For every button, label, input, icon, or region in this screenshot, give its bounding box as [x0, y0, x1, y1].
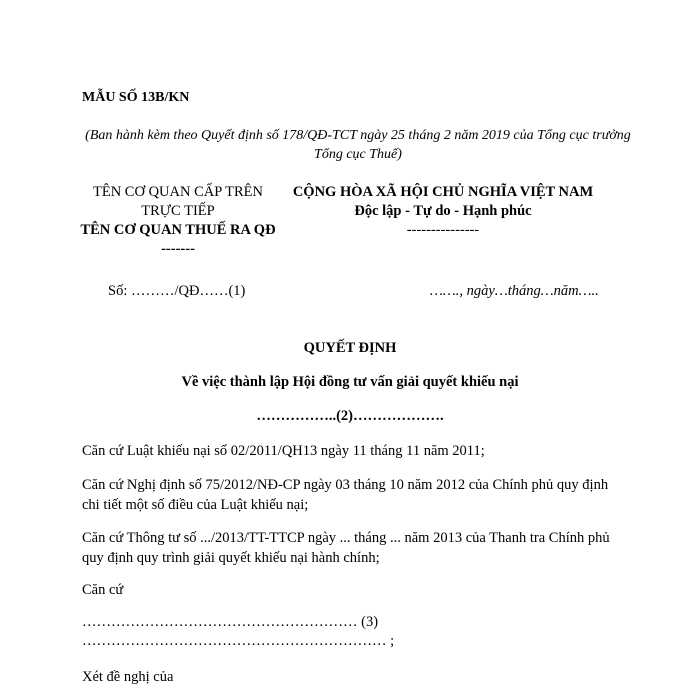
- document-title: QUYẾT ĐỊNH: [303, 340, 397, 356]
- date-line: ……., ngày…tháng…năm…..: [430, 283, 599, 299]
- paragraph-legal-basis-4: Căn cứ: [82, 582, 124, 598]
- paragraph-legal-basis-2: Căn cứ Nghị định số 75/2012/NĐ-CP ngày 03 tháng 10 năm 2012 của Chính phủ quy định chi tiết một số điều của Luật khiếu nại;: [82, 477, 609, 513]
- placeholder-2: ……………..(2)……………….: [256, 408, 444, 424]
- superior-agency: TÊN CƠ QUAN CẤP TRÊN TRỰC TIẾP: [93, 184, 263, 219]
- header-right: [278, 183, 608, 240]
- header-right-rule: ---------------: [406, 222, 480, 238]
- decision-number-line: Số: ………/QĐ……(1): [108, 283, 246, 299]
- national-motto: Độc lập - Tự do - Hạnh phúc: [354, 203, 532, 219]
- paragraph-legal-basis-3: Căn cứ Thông tư số .../2013/TT-TTCP ngày ... tháng ... năm 2013 của Thanh tra Chính phủ quy định quy trình giải quyết khiếu nại hành chính;: [82, 530, 610, 566]
- header-left-rule: -------: [161, 241, 195, 257]
- header-left: [78, 183, 278, 259]
- document-subtitle: Về việc thành lập Hội đồng tư vấn giải quyết khiếu nại: [181, 374, 519, 390]
- paragraph-legal-basis-1: Căn cứ Luật khiếu nại số 02/2011/QH13 ngày 11 tháng 11 năm 2011;: [82, 443, 485, 459]
- dotted-line-3: ………………………………………………… (3): [82, 614, 379, 630]
- issuing-agency: TÊN CƠ QUAN THUẾ RA QĐ: [80, 222, 276, 238]
- nation-name: CỘNG HÒA XÃ HỘI CHỦ NGHĨA VIỆT NAM: [292, 184, 594, 200]
- issuance-note: (Ban hành kèm theo Quyết định số 178/QĐ-TCT ngày 25 tháng 2 năm 2019 của Tổng cục trưởng Tổng cục Thuế): [85, 128, 631, 162]
- proposal-line: Xét đề nghị của: [82, 669, 174, 685]
- form-number: MẪU SỐ 13B/KN: [82, 90, 190, 105]
- dotted-line-4: ……………………………………………………… ;: [82, 633, 395, 649]
